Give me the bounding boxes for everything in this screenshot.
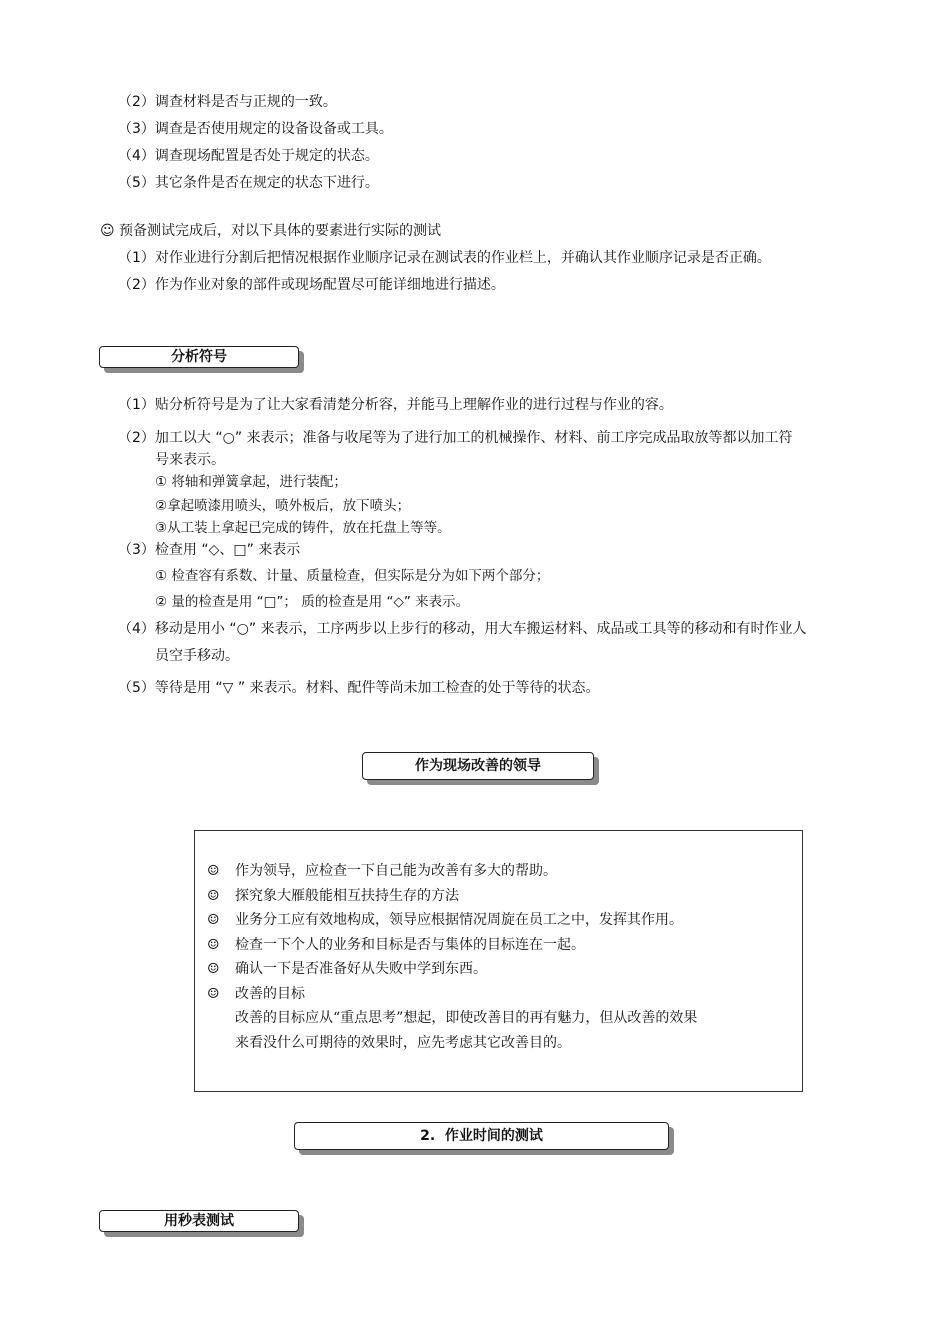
smiley-icon: ☺ bbox=[207, 863, 220, 879]
analysis-point-4: （4）移动是用小 “○” 来表示，工序两步以上步行的移动，用大车搬运材料、成品或工具等的移动和有时作业人 bbox=[118, 621, 807, 637]
section2-title-box bbox=[294, 1122, 669, 1150]
smiley-icon: ☺ bbox=[207, 912, 220, 928]
analysis-subitem: ②拿起喷漆用喷头，喷外板后，放下喷头； bbox=[155, 498, 411, 514]
analysis-point-2: （2）加工以大 “○” 来表示；准备与收尾等为了进行加工的机械操作、材料、前工序完成品取放等都以加工符 bbox=[118, 430, 793, 446]
analysis-point-2-cont: 号来表示。 bbox=[155, 452, 225, 468]
leader-title-box bbox=[362, 752, 594, 780]
smiley-icon: ☺ bbox=[207, 887, 220, 904]
analysis-point-5: （5）等待是用 “▽ ” 来表示。材料、配件等尚未加工检查的处于等待的状态。 bbox=[118, 680, 600, 696]
list-item: ☺ 作为领导，应检查一下自己能为改善有多大的帮助。 bbox=[207, 859, 557, 884]
list-item: （1）对作业进行分割后把情况根据作业顺序记录在测试表的作业栏上，并确认其作业顺序记录是否正确。 bbox=[118, 250, 771, 266]
list-item: ☺ 检查一下个人的业务和目标是否与集体的目标连在一起。 bbox=[207, 933, 585, 958]
smiley-icon: ☺ bbox=[207, 936, 220, 953]
analysis-subitem: ② 量的检查是用 “□”； 质的检查是用 “◇” 来表示。 bbox=[155, 594, 470, 610]
analysis-point-3: （3）检查用 “◇、□” 来表示 bbox=[118, 542, 301, 558]
smiley-icon: ☺ bbox=[207, 961, 220, 977]
analysis-point-1: （1）贴分析符号是为了让大家看清楚分析容，并能马上理解作业的进行过程与作业的容。 bbox=[118, 397, 673, 413]
list-item: ☺ 改善的目标 bbox=[207, 982, 305, 1007]
leader-frame bbox=[194, 830, 803, 1092]
analysis-point-4-cont: 员空手移动。 bbox=[155, 648, 239, 664]
list-item: ☺ 业务分工应有效地构成，领导应根据情况周旋在员工之中，发挥其作用。 bbox=[207, 908, 683, 933]
list-item: （4）调查现场配置是否处于规定的状态。 bbox=[118, 148, 379, 164]
analysis-subitem: ③从工装上拿起已完成的铸件，放在托盘上等等。 bbox=[155, 520, 451, 536]
analysis-title-box bbox=[99, 346, 299, 368]
analysis-subitem: ① 将轴和弹簧拿起，进行装配； bbox=[155, 474, 347, 490]
list-item: （2）作为作业对象的部件或现场配置尽可能详细地进行描述。 bbox=[118, 277, 505, 293]
stopwatch-title-box bbox=[99, 1210, 299, 1232]
goal-text: 改善的目标应从“重点思考”想起，即使改善目的再有魅力，但从改善的效果 bbox=[235, 1010, 698, 1026]
stopwatch-title: 用秒表测试 bbox=[164, 1213, 234, 1229]
leader-title: 作为现场改善的领导 bbox=[415, 758, 541, 774]
goal-text: 来看没什么可期待的效果时，应先考虑其它改善目的。 bbox=[235, 1034, 571, 1051]
list-item: ☺ 探究象大雁般能相互扶持生存的方法 bbox=[207, 884, 459, 909]
analysis-subitem: ① 检查容有系数、计量、质量检查，但实际是分为如下两个部分； bbox=[155, 568, 550, 584]
prelim-heading: ☺ 预备测试完成后，对以下具体的要素进行实际的测试 bbox=[100, 223, 442, 239]
list-item: （3）调查是否使用规定的设备设备或工具。 bbox=[118, 121, 393, 137]
section2-title: 2. 作业时间的测试 bbox=[420, 1128, 543, 1144]
list-item: ☺ 确认一下是否准备好从失败中学到东西。 bbox=[207, 957, 487, 982]
list-item: （5）其它条件是否在规定的状态下进行。 bbox=[118, 175, 379, 191]
smiley-icon: ☺ bbox=[207, 985, 220, 1002]
list-item: （2）调查材料是否与正规的一致。 bbox=[118, 94, 337, 110]
analysis-title: 分析符号 bbox=[171, 349, 227, 365]
